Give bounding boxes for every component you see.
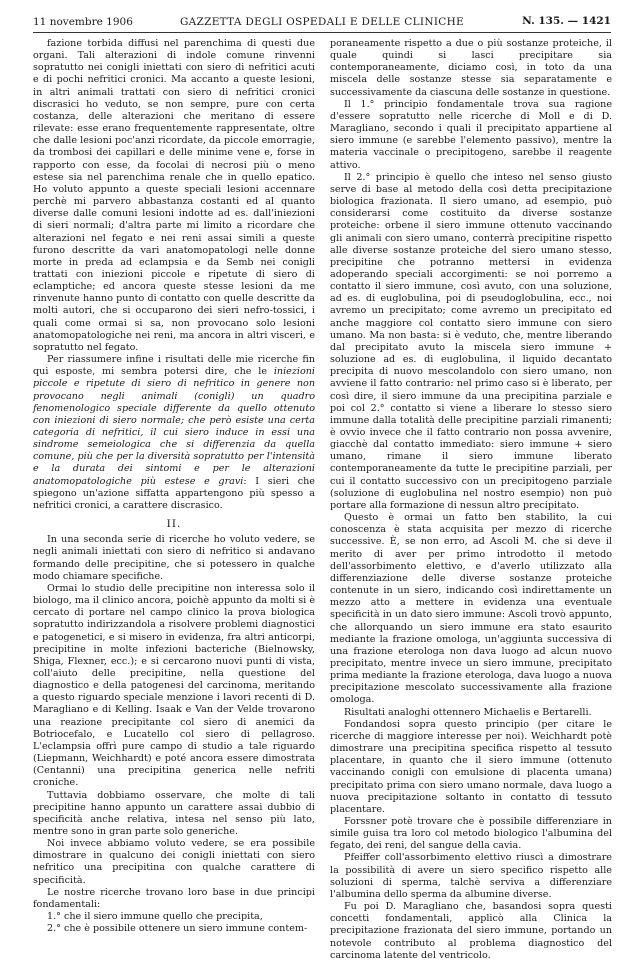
paragraph: Le nostre ricerche trovano loro base in due principi fondamentali: — [33, 886, 315, 910]
paragraph: Ormai lo studio delle precipitine non interessa solo il biologo, ma il clinico ancora, poichè appunto da molti si è cercato di portare nel campo clinico la prova biologica sopratutto indirizzandola a risolvere problemi diagnostici e patogenetici, e si misero in evidenza, fra altri anticorpi, precipitine in molte infezioni bacteriche (Bielnowsky, Shiga, Flexner, ecc.); e si cercarono nuovi punti di vista, coll'aiuto delle precipitine, nella questione del diagnostico e della patogenesi del carcinoma, meritando a questo riguardo speciale menzione i lavori recenti di D. Maragliano e di Kelling. Isaak e Van der Velde trovarono una reazione precipitante col siero di anemici da Botriocefalo, e Lucatello col siero di pellagroso. L'eclampsia offrì pure campo di studio a tale riguardo (Liepmann, Weichhardt) e poté ancora essere dimostrata (Centanni) una precipitina generica nelle nefriti croniche. — [33, 582, 315, 789]
paragraph: Fu poi D. Maragliano che, basandosi sopra questi concetti fondamentali, applicò alla Clinica la precipitazione frazionata del siero immune, portando un notevole contributo al problema diagnostico del carcinoma latente del ventricolo. — [330, 901, 612, 961]
paragraph: Il 2.° principio è quello che inteso nel senso giusto serve di base al metodo della così detta precipitazione biologica frazionata. Il siero umano, ad esempio, può considerarsi come costituito da diverse sostanze proteiche: orbene il siero immune ottenuto vaccinando gli animali con siero umano, conterrà precipitine rispetto alle diverse sostanze proteiche del siero umano stesso, precipitine che potranno mettersi in evidenza adoperando speciali accorgimenti: se noi porremo a contatto il siero immune, così avuto, con una soluzione, ad es. di euglobulina, poi di pseudoglobulina, ecc., noi avremo un precipitato; come avremo un precipitato ed anche maggiore col contatto siero immune con siero umano. Ma non basta: si è veduto, che, mentre liberando dal precipitato avuto la miscela siero immune + soluzione ad es. di euglobulina, il liquido decantato precipita di nuovo mescolandolo con siero umano, non avviene il fatto contrario: nel primo caso si è liberato, per così dire, il siero immune da una precipitina parziale e poi col 2.° contatto si viene a liberare lo stesso siero immune dalla totalità delle precipitine parziali rimanenti; è ovvio invece che il fatto contrario non possa avvenire, giacchè dal contatto immediato: siero immune + siero umano, rimane il siero immune liberato contemporaneamente da tutte le precipitine parziali, per cui il contatto successivo con un precipitogeno parziale (soluzione di euglobulina nel nostro esempio) non può portare alla formazione di nessun altro precipitato. — [330, 171, 612, 511]
paragraph: Tuttavia dobbiamo osservare, che molte di tali precipitine hanno appunto un carattere assai dubbio di specificità anche relativa, intesa nel senso più lato, mentre sono in gran parte solo generiche. — [33, 789, 315, 837]
paragraph: Fondandosi sopra questo principio (per citare le ricerche di maggiore interesse per noi). Weichhardt potè dimostrare una precipitina specifica rispetto al tessuto placentare, in quanto che il siero immune (ottenuto vaccinando conigli con emulsione di placenta umana) precipitato prima con siero umano normale, dava luogo a nuova precipitazione soltanto in contatto di tessuto placentare. — [330, 718, 612, 815]
right-column — [330, 38, 612, 961]
section-heading: II. — [166, 518, 182, 531]
header-date: 11 novembre 1906 — [33, 16, 133, 28]
issue-number: N. 135. — 1421 — [522, 15, 611, 27]
paragraph: Noi invece abbiamo voluto vedere, se era possibile dimostrare in qualcuno dei conigli iniettati con siero nefritico una precipitina con qualche carattere di specificità. — [33, 838, 315, 886]
paragraph: Il 1.° principio fondamentale trova sua ragione d'essere sopratutto nelle ricerche di Moll e di D. Maragliano, secondo i quali il precipitato appartiene al siero immune (e sarebbe l'elemento passivo), mentre la materia vaccinale o precipitogeno, sarebbe il reagente attivo. — [330, 98, 612, 171]
summary-text-end: : I sieri che spiegono un'azione siffatta appartengono più spesso a nefritici cronici, a carattere discrasico. — [33, 475, 315, 511]
paragraph: In una seconda serie di ricerche ho voluto vedere, se negli animali iniettati con siero di nefritico si andavano formando delle precipitine, che si potessero in qualche modo chiamare specifiche. — [33, 534, 315, 582]
left-column — [33, 38, 315, 935]
summary-text: Per riassumere infine i risultati delle mie ricerche fin qui esposte, mi sembra potersi dire, che le — [33, 354, 315, 378]
paragraph: poraneamente rispetto a due o più sostanze proteiche, il quale quindi si lasci precipitare sia contemporaneamente, diciamo così, in toto da una miscela delle sostanze stesse sia separatamente e successivamente da ciascuna delle sostanze in questione. — [330, 38, 612, 98]
list-item: 2.° che è possibile ottenere un siero immune contem- — [47, 923, 308, 935]
summary-paragraph — [33, 354, 315, 512]
paragraph: Risultati analoghi ottennero Michaelis e Bertarelli. — [344, 706, 592, 718]
page-header — [33, 10, 611, 33]
list-item: 1.° che il siero immune quello che precipita, — [47, 911, 263, 923]
journal-title: GAZZETTA DEGLI OSPEDALI E DELLE CLINICHE — [179, 16, 465, 28]
paragraph: Forssner potè trovare che è possibile differenziare in simile guisa tra loro col metodo biologico l'albumina del fegato, dei reni, del sangue della cavia. — [330, 816, 612, 852]
paragraph: Pfeiffer coll'assorbimento elettivo riuscì a dimostrare la possibilità di avere un siero specifico rispetto alle soluzioni di sperma, talchè serviva a differenziare l'albumina dello sperma da albumine diverse. — [330, 852, 612, 900]
summary-emphasis: iniezioni piccole e ripetute di siero di nefritico in genere non provocano negli animali (conigli) un quadro fenomenologico speciale differente da quello ottenuto con iniezioni di siero normale; che però esiste una certa categoria di nefritici, il cui siero induce in essi una sindrome semeiologica che si differenzia da quella comune, più che per la diversità sopratutto per l'intensità e la durata dei sintomi e per le alterazioni anatomopatologiche più estese e gravi — [33, 366, 315, 487]
paragraph: fazione torbida diffusi nel parenchima di questi due organi. Tali alterazioni di indole comune rinvenni sopratutto nei conigli iniettati con siero di nefritici acuti e di pochi nefritici cronici. Ma accanto a queste lesioni, in altri animali trattati con siero di nefritici cronici discrasici ho veduto, se non sempre, pure con certa costanza, delle alterazioni che meritano di essere rilevate: esse erano frequentemente rappresentate, oltre che dalle lesioni poc'anzi ricordate, da piccole emorragie, da trombosi dei capillari e delle minime vene e, forse in rapporto con esse, da focolai di necrosi più o meno estese sia nel parenchima renale che in quello epatico. Ho voluto appunto a queste speciali lesioni accennare perchè mi parvero abbastanza costanti ed al quanto diverse dalle comuni lesioni indotte ad es. dall'iniezioni di sieri normali; d'altra parte mi limito a ricordare che alterazioni nel fegato e nei reni assai simili a queste furono descritte da vari anatomopatologi nelle donne morte in preda ad eclampsia e da Semb nei conigli trattati con iniezioni piccole e ripetute di siero di eclamptiche; ed ancora queste stesse lesioni da me rinvenute hanno punto di contatto con quelle descritte da molti autori, che si occuparono dei sieri nefro-tossici, i quali come ormai si sa, non provocano solo lesioni anatomopatologiche nei reni, ma ancora in altri visceri, e sopratutto nel fegato. — [33, 38, 315, 353]
paragraph: Questo è ormai un fatto ben stabilito, la cui conoscenza è stata acquisita per mezzo di ricerche successive. È, se non erro, ad Ascoli M. che si deve il merito di aver per primo introdotto il metodo dell'assorbimento elettivo, e d'averlo utilizzato alla differenziazione delle diverse sostanze proteiche contenute in un siero, indicando così indirettamente un mezzo atto a mettere in evidenza una eventuale specificità in un dato siero immune: Ascoli trovò appunto, che allorquando un siero immune era stato esaurito mediante la frazione omologa, un'aggiunta successiva di una frazione eterologa non dava luogo ad alcun nuovo precipitato, mentre invece un siero immune, precipitato prima mediante la frazione eterologa, dava luogo a nuova precipitazione mescolato successivamente alla frazione omologa. — [330, 512, 612, 706]
